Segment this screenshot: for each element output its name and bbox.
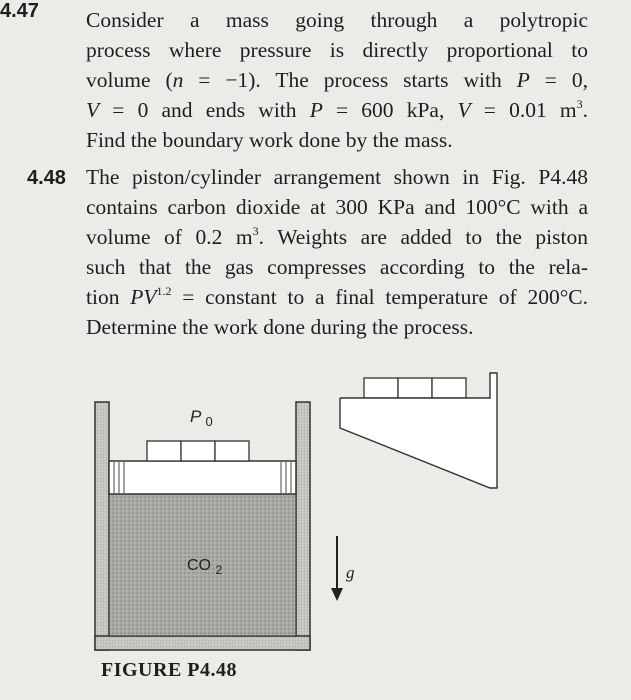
- figure-caption: FIGURE P4.48: [101, 659, 237, 681]
- problem-number-4-48: 4.48: [27, 167, 66, 189]
- piston-body: [109, 461, 296, 494]
- problem-4-47-line-4: V = 0 and ends with P = 600 kPa, V = 0.01 $m^3$.: [86, 97, 588, 122]
- weights-on-piston: [147, 441, 249, 461]
- piston: [109, 461, 296, 494]
- label-p0: P $_0$: [190, 407, 213, 429]
- problem-number-4-47: 4.47: [0, 0, 39, 22]
- problem-4-48-line-6: Determine the work done during the process.: [86, 315, 474, 339]
- cylinder-right-wall: [296, 402, 310, 650]
- problem-4-47-line-2: process where pressure is directly proportional to: [86, 38, 588, 62]
- problem-4-48-line-5: tion $PV^{1.2}$ = constant to a final temperature of 200°C.: [86, 284, 589, 309]
- problem-4-47-line-3: volume (n = −1). The process starts with P = 0,: [86, 68, 588, 92]
- figure-p4-48: [0, 360, 631, 700]
- gravity-arrow: [331, 536, 343, 601]
- problem-4-47-text: [86, 5, 588, 155]
- problem-4-48-line-4: such that the gas compresses according to the rela-: [86, 255, 588, 279]
- label-co2: CO $_2$: [187, 557, 223, 577]
- cylinder-left-wall: [95, 402, 109, 650]
- problem-4-48-line-3: volume of 0.2 $m^3$. Weights are added to the piston: [86, 224, 588, 249]
- problem-4-47-line-5: Find the boundary work done by the mass.: [86, 128, 453, 152]
- problem-4-48-line-2: contains carbon dioxide at 300 KPa and 100°C with a: [86, 195, 588, 219]
- cylinder-bottom: [95, 636, 310, 650]
- weights-inset: [340, 373, 497, 488]
- problem-4-47-line-1: Consider a mass going through a polytropic: [86, 8, 588, 32]
- problem-4-48-line-1: The piston/cylinder arrangement shown in Fig. P4.48: [86, 165, 588, 189]
- label-g: g: [346, 563, 355, 582]
- problem-4-48-text: [86, 162, 588, 342]
